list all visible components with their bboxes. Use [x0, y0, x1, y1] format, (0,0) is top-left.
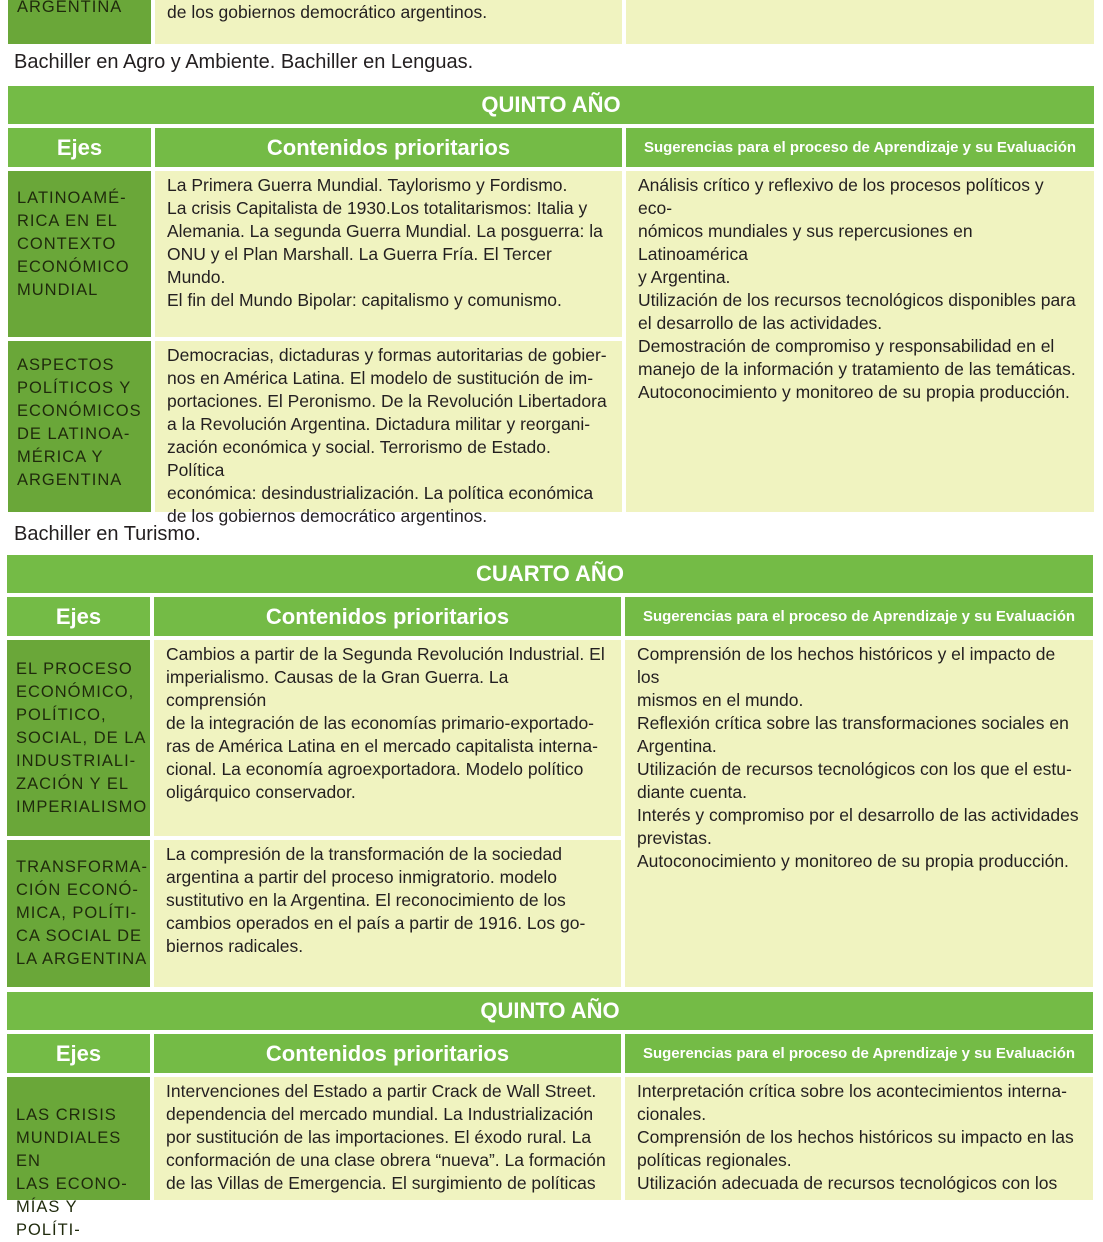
eje-line: CIÓN ECONÓ- [16, 881, 139, 899]
header-ejes [8, 128, 151, 167]
eje-cell [8, 0, 151, 44]
sugerencia-line: mismos en el mundo. [637, 690, 804, 710]
eje-label: ARGENTINA [17, 0, 123, 16]
header-contenidos [155, 128, 622, 167]
header-contenidos [154, 1034, 621, 1073]
header-contenidos-text: Contenidos prioritarios [265, 1040, 510, 1066]
contenido-text: de los gobiernos democrático argentinos. [167, 2, 488, 22]
header-ejes-text: Ejes [56, 134, 103, 160]
contenido-line: ras de América Latina en el mercado capitalista interna- [166, 736, 598, 756]
eje-line: ARGENTINA [17, 471, 123, 489]
sugerencia-line: Utilización de recursos tecnológicos con los que el estu- [637, 759, 1072, 779]
eje-line: ECONÓMICO, [16, 682, 135, 701]
contenido-line: dependencia del mercado mundial. La Industrialización [166, 1104, 594, 1124]
header-sugerencias-text: Sugerencias para el proceso de Aprendizaje y su Evaluación [643, 139, 1077, 156]
eje-label [16, 856, 148, 971]
sugerencia-line: y Argentina. [638, 267, 731, 287]
sugerencias-cell [626, 171, 1094, 512]
contenido-line: argentina a partir del proceso inmigratorio. modelo [166, 867, 558, 887]
contenido-line: por sustitución de las importaciones. El éxodo rural. La [166, 1127, 592, 1147]
sugerencia-line: Comprensión de los hechos históricos y el impacto de los [637, 644, 1056, 687]
eje-line: LATINOAMÉ- [17, 189, 127, 207]
sugerencia-line: el desarrollo de las actividades. [638, 313, 883, 333]
eje-line: ECONÓMICOS [17, 402, 142, 420]
eje-cell [7, 1077, 150, 1239]
contenido-line: Democracias, dictaduras y formas autoritarias de gobier- [167, 345, 607, 365]
contenido-line: de las Villas de Emergencia. El surgimiento de políticas [166, 1173, 596, 1193]
contenido-line: biernos radicales. [166, 936, 304, 956]
contenido-line: de los gobiernos democrático argentinos. [167, 506, 488, 526]
sugerencia-line: Demostración de compromiso y responsabilidad en el [638, 336, 1055, 356]
eje-line: DE LATINOA- [17, 425, 131, 443]
contenido-line: económica: desindustrialización. La política económica [167, 483, 594, 503]
contenido-line: nos en América Latina. El modelo de sustitución de im- [167, 368, 594, 388]
header-sugerencias-text: Sugerencias para el proceso de Aprendizaje y su Evaluación [642, 1045, 1076, 1062]
sugerencia-line: Utilización adecuada de recursos tecnológicos con los [637, 1173, 1058, 1193]
contenido-cell [155, 171, 622, 337]
program-caption [8, 48, 1088, 76]
eje-line: EL PROCESO [16, 659, 133, 678]
sugerencia-line: Autoconocimiento y monitoreo de su propia producción. [638, 382, 1070, 402]
contenido-line: imperialismo. Causas de la Gran Guerra. La comprensión [166, 667, 509, 710]
contenido-line: portaciones. El Peronismo. De la Revolución Libertadora [167, 391, 607, 411]
eje-line: TRANSFORMA- [16, 858, 148, 876]
sugerencias-cell [625, 640, 1093, 987]
sugerencia-line: previstas. [637, 828, 712, 848]
table-title-text: QUINTO AÑO [481, 92, 621, 117]
header-ejes [7, 597, 150, 636]
sugerencia-line: Interpretación crítica sobre los acontecimientos interna- [637, 1081, 1067, 1101]
sugerencias-cell [625, 1077, 1093, 1200]
eje-line: CA SOCIAL DE [16, 927, 143, 945]
header-sugerencias [625, 597, 1093, 636]
eje-line: CONTEXTO [17, 235, 117, 253]
contenido-line: Alemania. La segunda Guerra Mundial. La posguerra: la [167, 221, 603, 241]
sugerencia-line: diante cuenta. [637, 782, 747, 802]
contenido-line: conformación de una clase obrera “nueva”. La formación [166, 1150, 606, 1170]
contenido-line: a la Revolución Argentina. Dictadura militar y reorgani- [167, 414, 591, 434]
contenido-line: cambios operados en el país a partir de 1916. Los go- [166, 913, 586, 933]
eje-line: MÉRICA Y [17, 448, 104, 466]
contenido-line: El fin del Mundo Bipolar: capitalismo y comunismo. [167, 290, 562, 310]
contenido-line: ONU y el Plan Marshall. La Guerra Fría. El Tercer Mundo. [167, 244, 552, 287]
table-title [8, 86, 1094, 124]
caption-text: Bachiller en Agro y Ambiente. Bachiller en Lenguas. [14, 51, 474, 73]
contenido-line: sustitutivo en la Argentina. El reconocimiento de los [166, 890, 566, 910]
eje-label [16, 658, 147, 819]
eje-label [17, 187, 130, 302]
header-contenidos-text: Contenidos prioritarios [266, 134, 511, 160]
sugerencia-line: Interés y compromiso por el desarrollo de las actividades [637, 805, 1079, 825]
header-sugerencias [625, 1034, 1093, 1073]
contenido-line: Cambios a partir de la Segunda Revolución Industrial. El [166, 644, 605, 664]
header-ejes-text: Ejes [55, 603, 102, 629]
eje-line: LA ARGENTINA [16, 950, 148, 968]
eje-line: LAS CRISIS [16, 1106, 117, 1124]
eje-line: IMPERIALISMO [16, 797, 148, 816]
contenido-cell [154, 1077, 621, 1200]
eje-cell [7, 640, 150, 836]
eje-cell [8, 171, 151, 337]
eje-line: ASPECTOS [17, 356, 115, 374]
sugerencia-line: Análisis crítico y reflexivo de los procesos políticos y eco- [638, 175, 1044, 218]
contenido-line: oligárquico conservador. [166, 782, 356, 802]
header-ejes-text: Ejes [55, 1040, 102, 1066]
sugerencia-line: Utilización de los recursos tecnológicos disponibles para [638, 290, 1076, 310]
sugerencia-line: Comprensión de los hechos históricos su impacto en las [637, 1127, 1074, 1147]
contenido-line: La Primera Guerra Mundial. Taylorismo y Fordismo. [167, 175, 568, 195]
eje-line: SOCIAL, DE LA [16, 728, 147, 747]
program-caption [8, 520, 1088, 548]
sugerencia-line: Reflexión crítica sobre las transformaciones sociales en [637, 713, 1069, 733]
header-contenidos [154, 597, 621, 636]
contenido-cell [155, 0, 622, 44]
sugerencias-cell [626, 0, 1094, 44]
eje-line: ECONÓMICO [17, 258, 130, 276]
sugerencia-line: cionales. [637, 1104, 707, 1124]
contenido-line: de la integración de las economías primario-exportado- [166, 713, 595, 733]
header-contenidos-text: Contenidos prioritarios [265, 603, 510, 629]
eje-line: ZACIÓN Y EL [16, 774, 130, 793]
contenido-line: cional. La economía agroexportadora. Modelo político [166, 759, 584, 779]
eje-line: INDUSTRIALI- [16, 751, 137, 770]
sugerencia-line: Argentina. [637, 736, 717, 756]
table-title [7, 555, 1093, 593]
eje-line: RICA EN EL [17, 212, 118, 230]
header-ejes [7, 1034, 150, 1073]
contenido-line: La compresión de la transformación de la sociedad [166, 844, 562, 864]
contenido-line: La crisis Capitalista de 1930.Los totalitarismos: Italia y [167, 198, 588, 218]
contenido-cell [154, 640, 621, 836]
eje-line: LAS ECONO- [16, 1175, 128, 1193]
header-sugerencias [626, 128, 1094, 167]
contenido-cell [154, 840, 621, 987]
contenido-line: Intervenciones del Estado a partir Crack de Wall Street. [166, 1081, 597, 1101]
eje-line: POLÍTICOS Y [17, 379, 132, 397]
sugerencia-line: políticas regionales. [637, 1150, 792, 1170]
eje-label [16, 1104, 146, 1242]
table-title-text: CUARTO AÑO [476, 561, 624, 586]
header-sugerencias-text: Sugerencias para el proceso de Aprendizaje y su Evaluación [642, 608, 1076, 625]
eje-line: MÍAS Y POLÍTI- [16, 1198, 81, 1239]
eje-line: POLÍTICO, [16, 705, 107, 724]
caption-text: Bachiller en Turismo. [14, 523, 201, 545]
contenido-cell [155, 341, 622, 526]
eje-line: MUNDIAL [17, 281, 99, 299]
contenido-line: zación económica y social. Terrorismo de Estado. Política [167, 437, 551, 480]
sugerencia-line: nómicos mundiales y sus repercusiones en Latinoamérica [638, 221, 973, 264]
sugerencia-line: Autoconocimiento y monitoreo de su propia producción. [637, 851, 1069, 871]
eje-cell [8, 341, 151, 512]
table-title [7, 992, 1093, 1030]
sugerencia-line: manejo de la información y tratamiento de las temáticas. [638, 359, 1076, 379]
eje-cell [7, 840, 150, 987]
eje-label [17, 354, 142, 492]
eje-line: MICA, POLÍTI- [16, 904, 138, 922]
eje-line: MUNDIALES EN [16, 1129, 122, 1170]
table-title-text: QUINTO AÑO [480, 998, 620, 1023]
